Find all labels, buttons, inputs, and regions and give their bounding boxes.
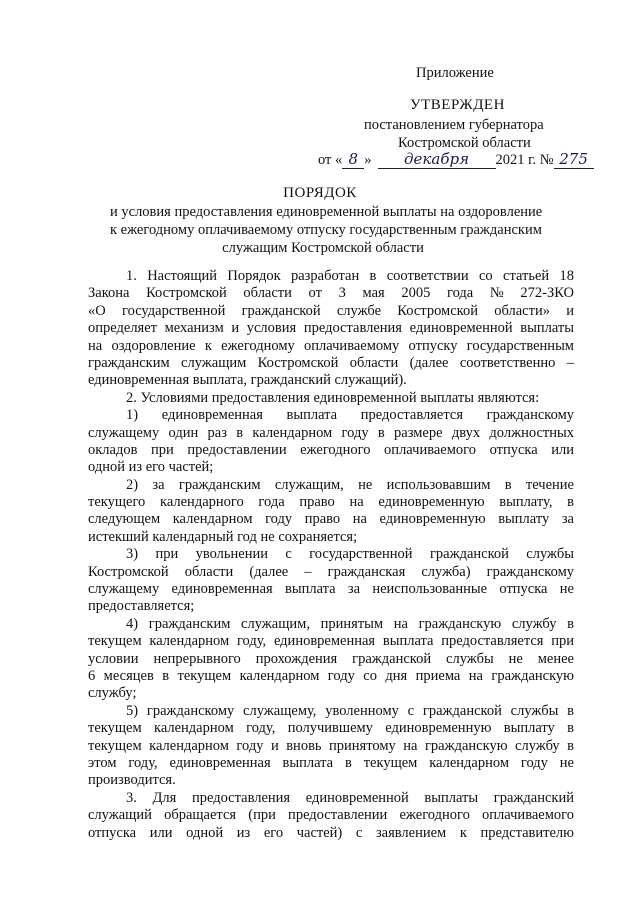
date-month: декабря bbox=[378, 150, 496, 169]
text-line: «О государственной гражданской службе Костромской области» и bbox=[88, 302, 574, 319]
approved-by-label: постановлением губернатора bbox=[364, 117, 544, 133]
text-line: одной из его частей; bbox=[88, 459, 214, 476]
text-line: 2. Условиями предоставления единовременной выплаты являются: bbox=[126, 389, 540, 406]
text-line: текущего календарного года право на единовременную выплату, в bbox=[88, 494, 574, 511]
text-line: 2) за гражданским служащим, не использовавшим в течение bbox=[126, 476, 574, 493]
subtitle-line: к ежегодному оплачиваемому отпуску государственным гражданским bbox=[110, 222, 542, 238]
date-year: 2021 г. № bbox=[495, 152, 554, 168]
paragraph-1 bbox=[88, 268, 574, 390]
text-line: текущем календарном году, единовременная выплата предоставляется при bbox=[88, 633, 574, 650]
text-line: следующем календарном году право на единовременную выплату за bbox=[88, 511, 574, 528]
subtitle-line: служащим Костромской области bbox=[222, 240, 424, 256]
subtitle-line: и условия предоставления единовременной выплаты на оздоровление bbox=[110, 204, 543, 220]
text-line: истекший календарный год не сохраняется; bbox=[88, 528, 358, 545]
text-line: 6 месяцев в текущем календарном году со дня приема на гражданскую bbox=[88, 667, 574, 684]
item-3 bbox=[88, 546, 574, 616]
date-prefix: от « bbox=[318, 152, 343, 168]
item-1 bbox=[88, 407, 574, 477]
text-line: служащему единовременная выплата за неиспользованные отпуска не bbox=[88, 581, 574, 598]
text-line: 1) единовременная выплата предоставляется гражданскому bbox=[126, 407, 574, 424]
text-line: отпуска или одной из его частей) с заявлением к представителю bbox=[88, 824, 574, 841]
document-subtitle bbox=[110, 203, 543, 257]
text-line: 3) при увольнении с государственной гражданской службы bbox=[126, 546, 574, 563]
appendix-label: Приложение bbox=[416, 65, 494, 81]
text-line: окладов при предоставлении ежегодного оплачиваемого отпуска или bbox=[88, 441, 574, 458]
date-quote-close: » bbox=[364, 152, 372, 168]
text-line: предоставляется; bbox=[88, 598, 195, 615]
decree-number: 275 bbox=[554, 150, 594, 169]
text-line: 1. Настоящий Порядок разработан в соответствии со статьей 18 bbox=[126, 268, 574, 284]
text-line: Костромской области (далее – гражданская служба) гражданскому bbox=[88, 563, 574, 580]
text-line: текущем календарном году, получившему единовременную выплату в bbox=[88, 720, 574, 737]
decree-date-line bbox=[318, 150, 594, 169]
paragraph-3 bbox=[88, 790, 574, 842]
text-line: текущем календарном году и вновь принятому на гражданскую службу в bbox=[88, 737, 574, 754]
text-line: 3. Для предоставления единовременной выплаты гражданский bbox=[126, 789, 574, 806]
text-line: службу; bbox=[88, 685, 137, 702]
text-line: условии непрерывного прохождения гражданской службы не менее bbox=[88, 650, 574, 667]
document-body bbox=[88, 268, 574, 842]
text-line: служащий обращается (при предоставлении ежегодного оплачиваемого bbox=[88, 807, 574, 824]
text-line: производится. bbox=[88, 772, 176, 789]
text-line: служащему один раз в календарном году в размере двух должностных bbox=[88, 424, 574, 441]
region-label: Костромской области bbox=[398, 135, 531, 151]
text-line: 4) гражданским служащим, принятым на гражданскую службу в bbox=[126, 615, 574, 632]
text-line: определяет механизм и условия предоставления единовременной выплаты bbox=[88, 320, 574, 337]
text-line: Закона Костромской области от 3 мая 2005 года № 272-ЗКО bbox=[88, 285, 574, 302]
text-line: единовременная выплата, гражданский служащий). bbox=[88, 372, 407, 389]
item-2 bbox=[88, 477, 574, 547]
item-4 bbox=[88, 616, 574, 703]
date-day: 8 bbox=[342, 150, 364, 169]
text-line: 5) гражданскому служащему, уволенному с гражданской службы в bbox=[126, 702, 574, 719]
paragraph-2 bbox=[88, 390, 574, 407]
text-line: этом году, единовременная выплата в текущем календарном году не bbox=[88, 754, 574, 771]
text-line: на оздоровление к ежегодному оплачиваемому отпуску государственным bbox=[88, 337, 574, 354]
document-title: ПОРЯДОК bbox=[283, 185, 357, 201]
item-5 bbox=[88, 703, 574, 790]
text-line: гражданским служащим Костромской области (далее соответственно – bbox=[88, 354, 574, 371]
approved-label: УТВЕРЖДЕН bbox=[410, 97, 505, 113]
